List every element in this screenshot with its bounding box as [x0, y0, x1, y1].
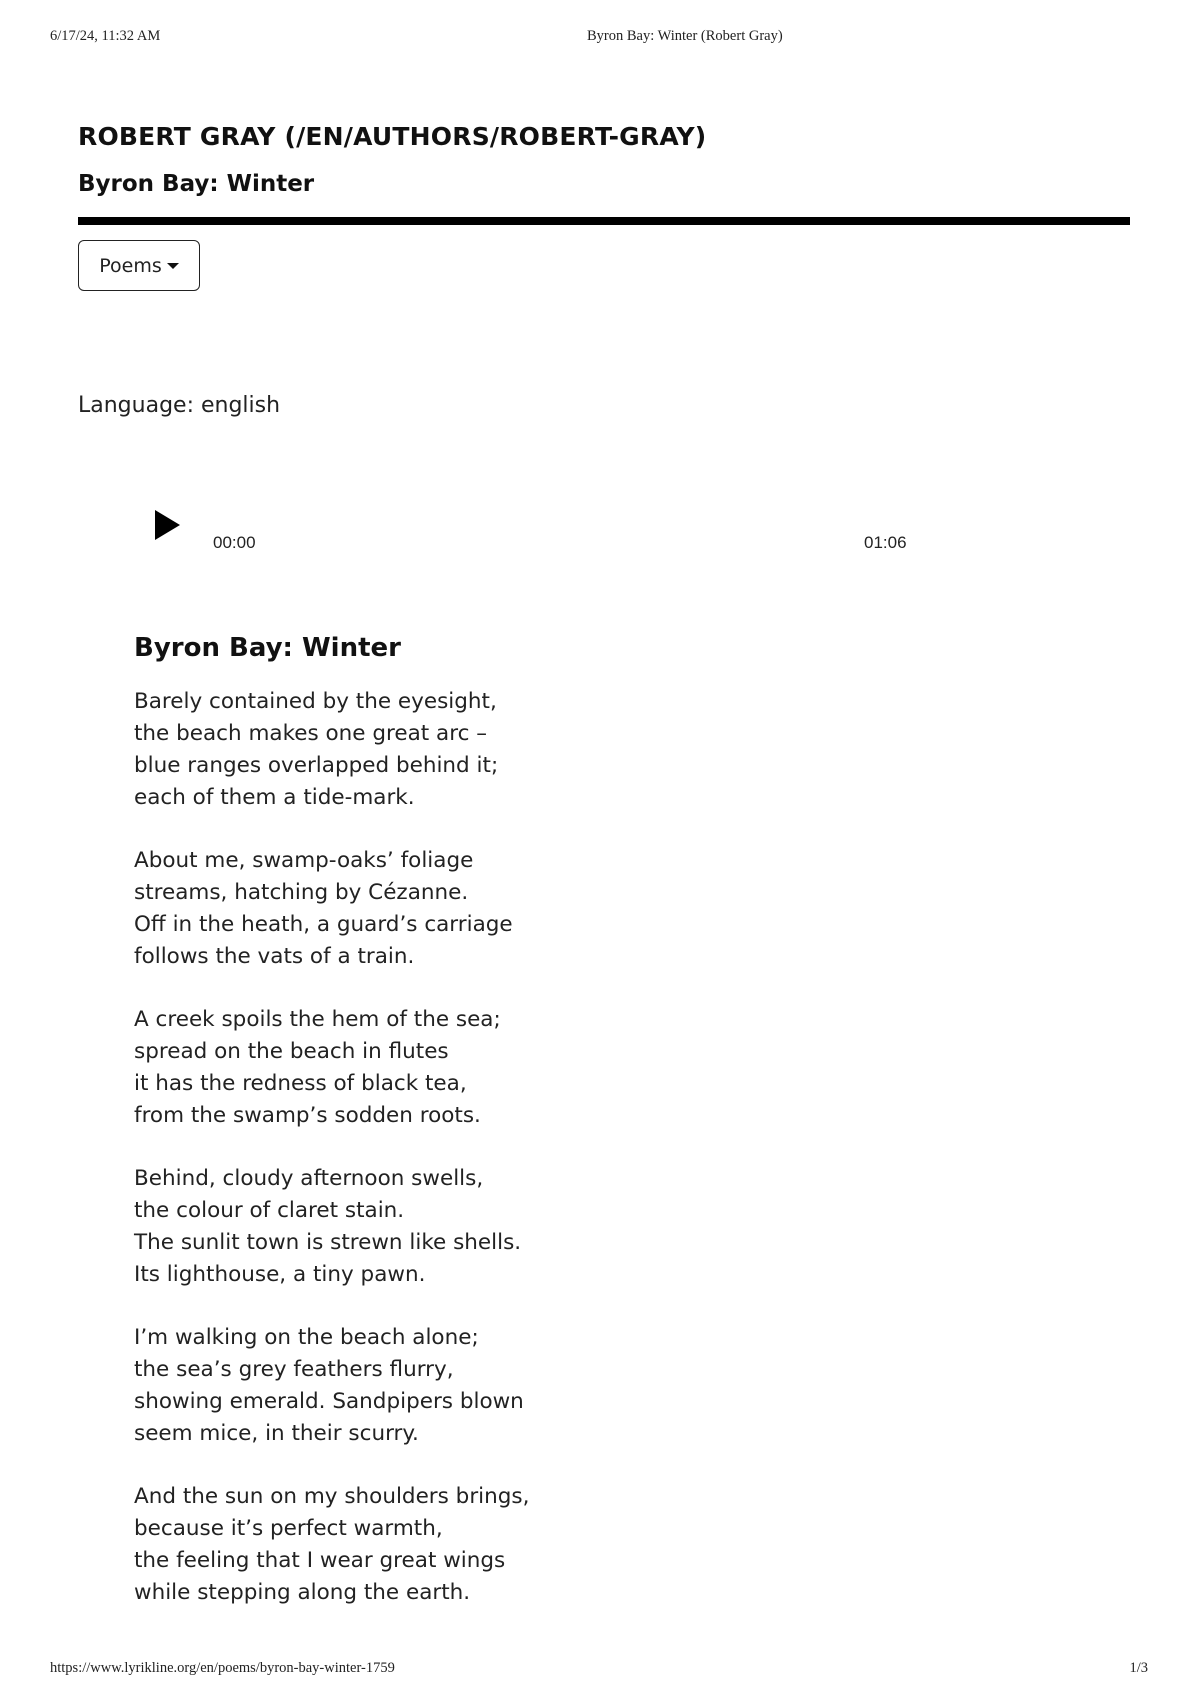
poem-stanza	[134, 1481, 834, 1609]
poem-line: because it’s perfect warmth,	[134, 1516, 443, 1541]
poem-line: from the swamp’s sodden roots.	[134, 1103, 481, 1128]
audio-current-time: 00:00	[213, 533, 256, 552]
print-page-number: 1/3	[1129, 1660, 1148, 1676]
poem-line: the feeling that I wear great wings	[134, 1548, 506, 1573]
author-heading-link[interactable]: ROBERT GRAY (/EN/AUTHORS/ROBERT-GRAY)	[78, 122, 707, 151]
print-document-title: Byron Bay: Winter (Robert Gray)	[587, 28, 783, 44]
print-datetime: 6/17/24, 11:32 AM	[50, 28, 161, 44]
poems-dropdown-label: Poems	[99, 254, 162, 277]
poem-text	[134, 628, 834, 1640]
poem-stanza	[134, 1004, 834, 1132]
poem-line: Off in the heath, a guard’s carriage	[134, 912, 513, 937]
poem-line: blue ranges overlapped behind it;	[134, 753, 499, 778]
play-icon	[153, 509, 181, 541]
poem-line: the beach makes one great arc –	[134, 721, 487, 746]
poem-line: while stepping along the earth.	[134, 1580, 471, 1605]
poem-line: streams, hatching by Cézanne.	[134, 880, 469, 905]
poem-line: it has the redness of black tea,	[134, 1071, 467, 1096]
audio-total-time: 01:06	[864, 533, 907, 552]
page-title: Byron Bay: Winter	[78, 171, 315, 197]
poem-line: About me, swamp-oaks’ foliage	[134, 848, 474, 873]
poem-line: And the sun on my shoulders brings,	[134, 1484, 530, 1509]
poem-line: A creek spoils the hem of the sea;	[134, 1007, 501, 1032]
poem-stanza	[134, 1163, 834, 1291]
poem-line: Barely contained by the eyesight,	[134, 689, 497, 714]
caret-down-icon	[167, 263, 179, 269]
poems-dropdown-button[interactable]	[78, 240, 200, 291]
poem-line: seem mice, in their scurry.	[134, 1421, 419, 1446]
poem-line: the colour of claret stain.	[134, 1198, 405, 1223]
poem-line: The sunlit town is strewn like shells.	[134, 1230, 522, 1255]
poem-stanza	[134, 686, 834, 814]
title-divider	[78, 217, 1130, 225]
poem-stanza	[134, 1322, 834, 1450]
print-url: https://www.lyrikline.org/en/poems/byron-bay-winter-1759	[50, 1660, 395, 1676]
poem-line: each of them a tide-mark.	[134, 785, 415, 810]
poem-line: follows the vats of a train.	[134, 944, 415, 969]
poem-line: spread on the beach in flutes	[134, 1039, 449, 1064]
language-label: Language: english	[78, 393, 281, 418]
poem-title: Byron Bay: Winter	[134, 633, 401, 663]
print-footer	[0, 1660, 1200, 1680]
print-header	[0, 28, 1200, 48]
play-button[interactable]	[153, 509, 181, 541]
poem-line: the sea’s grey feathers flurry,	[134, 1357, 454, 1382]
poem-stanza	[134, 845, 834, 973]
poem-line: showing emerald. Sandpipers blown	[134, 1389, 524, 1414]
poem-line: Its lighthouse, a tiny pawn.	[134, 1262, 426, 1287]
poem-line: I’m walking on the beach alone;	[134, 1325, 479, 1350]
poem-line: Behind, cloudy afternoon swells,	[134, 1166, 484, 1191]
